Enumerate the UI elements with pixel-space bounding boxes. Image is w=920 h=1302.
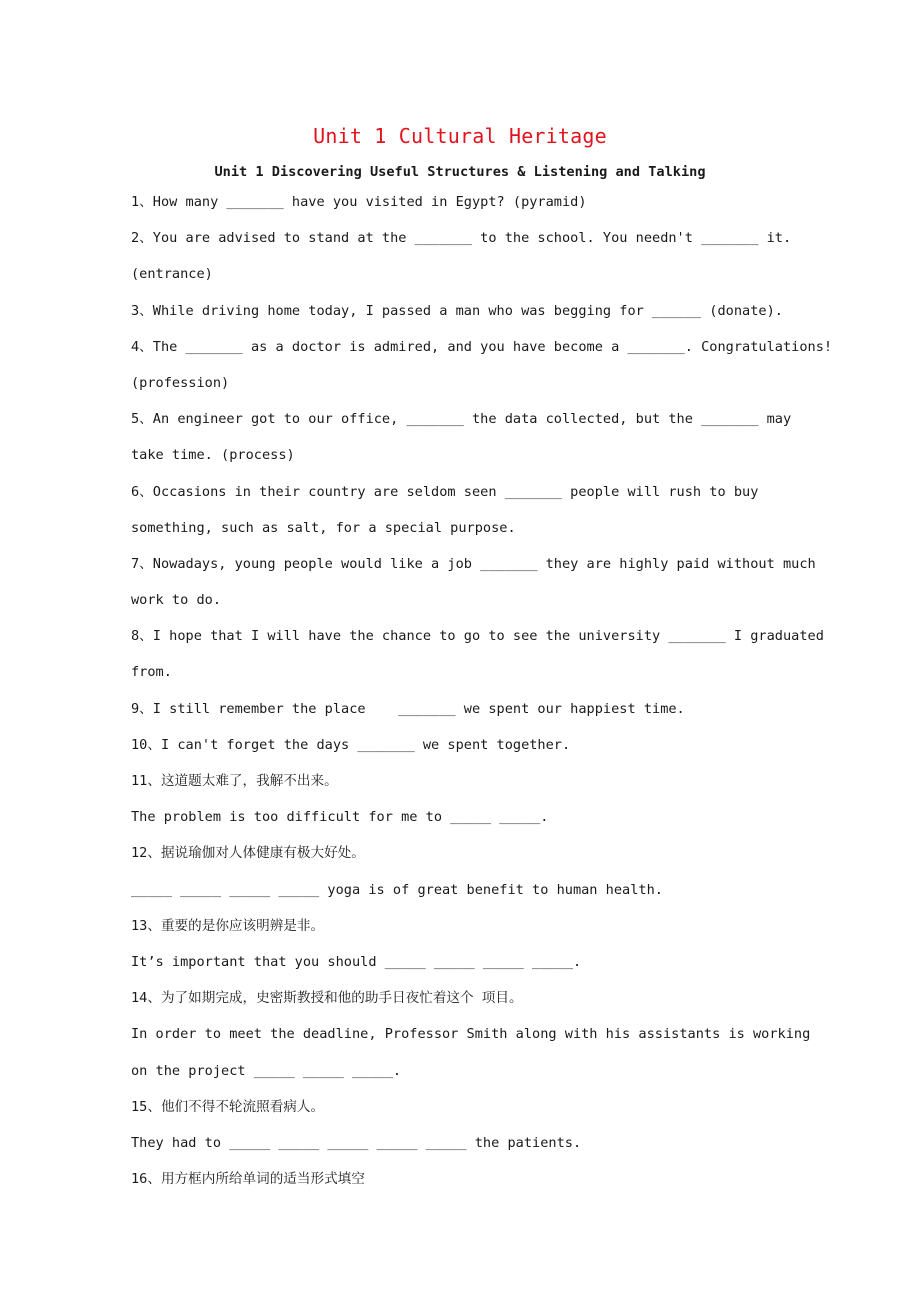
text-line: _____ _____ _____ _____ yoga is of great benefit to human health. [131, 881, 663, 898]
text-line: from. [131, 664, 172, 681]
text-line: 11、这道题太难了，我解不出来。 [131, 773, 338, 789]
text-line: It’s important that you should _____ _____ _____ _____. [131, 953, 582, 970]
text-line: (entrance) [131, 266, 213, 283]
text-line: something, such as salt, for a special purpose. [131, 519, 516, 536]
text-line: They had to _____ _____ _____ _____ _____ the patients. [131, 1134, 582, 1151]
text-line: take time. (process) [131, 447, 295, 464]
text-line: In order to meet the deadline, Professor Smith along with his assistants is working [131, 1026, 811, 1043]
text-line: 1、How many _______ have you visited in Egypt? (pyramid) [131, 194, 587, 210]
text-line: 7、Nowadays, young people would like a job _______ they are highly paid without much [131, 555, 816, 572]
text-line: 16、用方框内所给单词的适当形式填空 [131, 1171, 365, 1188]
text-line: work to do. [131, 592, 222, 609]
text-line: 8、I hope that I will have the chance to go to see the university _______ I graduated [131, 628, 824, 645]
text-line: 9、I still remember the place _______ we spent our happiest time. [131, 700, 685, 717]
text-line: The problem is too difficult for me to _____ _____. [131, 809, 549, 826]
text-line: 15、他们不得不轮流照看病人。 [131, 1098, 325, 1115]
text-line: 12、据说瑜伽对人体健康有极大好处。 [131, 845, 365, 862]
page-subtitle: Unit 1 Discovering Useful Structures & Listening and Talking [214, 164, 706, 180]
text-line: 3、While driving home today, I passed a man who was begging for ______ (donate). [131, 302, 783, 319]
text-line: on the project _____ _____ _____. [131, 1062, 402, 1079]
text-line: (profession) [131, 374, 230, 391]
text-line: 13、重要的是你应该明辨是非。 [131, 917, 325, 934]
text-line: 14、为了如期完成，史密斯教授和他的助手日夜忙着这个 项目。 [131, 990, 523, 1007]
text-line: 2、You are advised to stand at the _______ to the school. You needn't _______ it. [131, 230, 792, 247]
page-title: Unit 1 Cultural Heritage [313, 124, 607, 148]
text-line: 6、Occasions in their country are seldom seen _______ people will rush to buy [131, 483, 759, 500]
exercise-list [131, 190, 841, 1203]
text-line: 5、An engineer got to our office, _______ the data collected, but the _______ may [131, 411, 792, 428]
text-line: 10、I can't forget the days _______ we spent together. [131, 736, 571, 753]
text-line: 4、The _______ as a doctor is admired, and you have become a _______. Congratulations! [131, 338, 833, 355]
